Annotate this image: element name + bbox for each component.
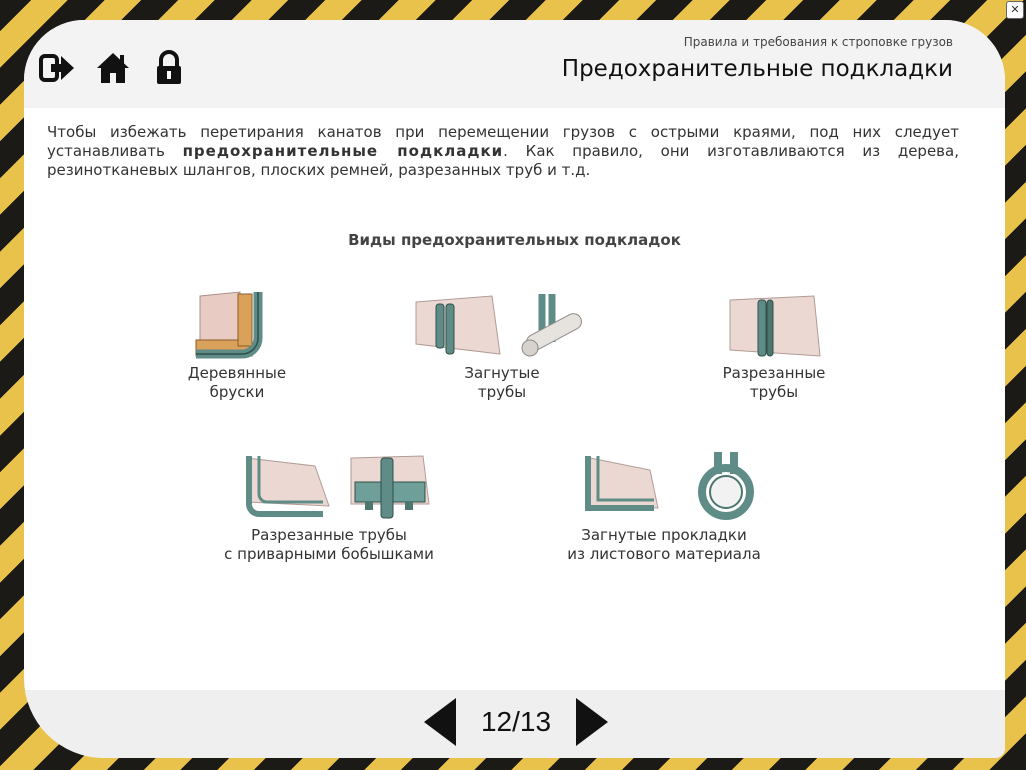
intro-text-start: Чтобы избежать перетирания канатов при перемещении грузов с острыми краями, под них следует устанавливать xyxy=(47,123,959,160)
caption-bent-pipes-line2: трубы xyxy=(477,383,527,401)
close-window-button[interactable]: ✕ xyxy=(1006,1,1024,19)
caption-sheet-line2: из листового материала xyxy=(567,545,761,563)
intro-paragraph xyxy=(47,123,959,180)
prev-page-button[interactable] xyxy=(424,698,456,746)
figure-sheet-pads xyxy=(544,452,784,564)
pager xyxy=(424,698,608,746)
page-counter: 12/13 xyxy=(480,706,552,737)
caption-sheet-line1: Загнутые прокладки xyxy=(581,526,747,544)
next-page-button[interactable] xyxy=(576,698,608,746)
header xyxy=(24,20,1005,108)
caption-welded-line1: Разрезанные трубы xyxy=(251,526,407,544)
caption-cut-pipes-line1: Разрезанные xyxy=(722,364,826,382)
intro-highlight: предохранительные подкладки xyxy=(182,142,504,160)
figure-cut-pipes xyxy=(704,290,844,402)
figure-welded-bosses xyxy=(209,452,449,564)
wood-blocks-illustration xyxy=(192,290,282,364)
sheet-pads-illustration xyxy=(564,452,764,526)
course-subtitle: Правила и требования к строповке грузов xyxy=(683,35,953,49)
figure-bent-pipes xyxy=(402,290,602,402)
page-title: Предохранительные подкладки xyxy=(561,56,953,82)
lock-icon[interactable] xyxy=(151,50,187,86)
caption-welded-line2: с приварными бобышками xyxy=(224,545,434,563)
section-title: Виды предохранительных подкладок xyxy=(348,231,681,249)
intro-text-end: . Как правило, они изготавливаются из дерева, резинотканевых шлангов, плоских ремней, разрезанных труб и т.д. xyxy=(47,142,959,179)
welded-bosses-illustration xyxy=(219,452,439,526)
content-panel xyxy=(24,20,1005,758)
caption-cut-pipes-line2: трубы xyxy=(749,383,799,401)
exit-icon[interactable] xyxy=(39,50,75,86)
caption-bent-pipes-line1: Загнутые xyxy=(464,364,540,382)
caption-wood-line2: бруски xyxy=(209,383,265,401)
home-icon[interactable] xyxy=(95,50,131,86)
figure-wood-blocks xyxy=(152,290,322,402)
cut-pipes-illustration xyxy=(724,290,824,364)
toolbar xyxy=(39,50,187,86)
caption-wood-line1: Деревянные xyxy=(187,364,287,382)
bent-pipes-illustration xyxy=(412,290,592,364)
